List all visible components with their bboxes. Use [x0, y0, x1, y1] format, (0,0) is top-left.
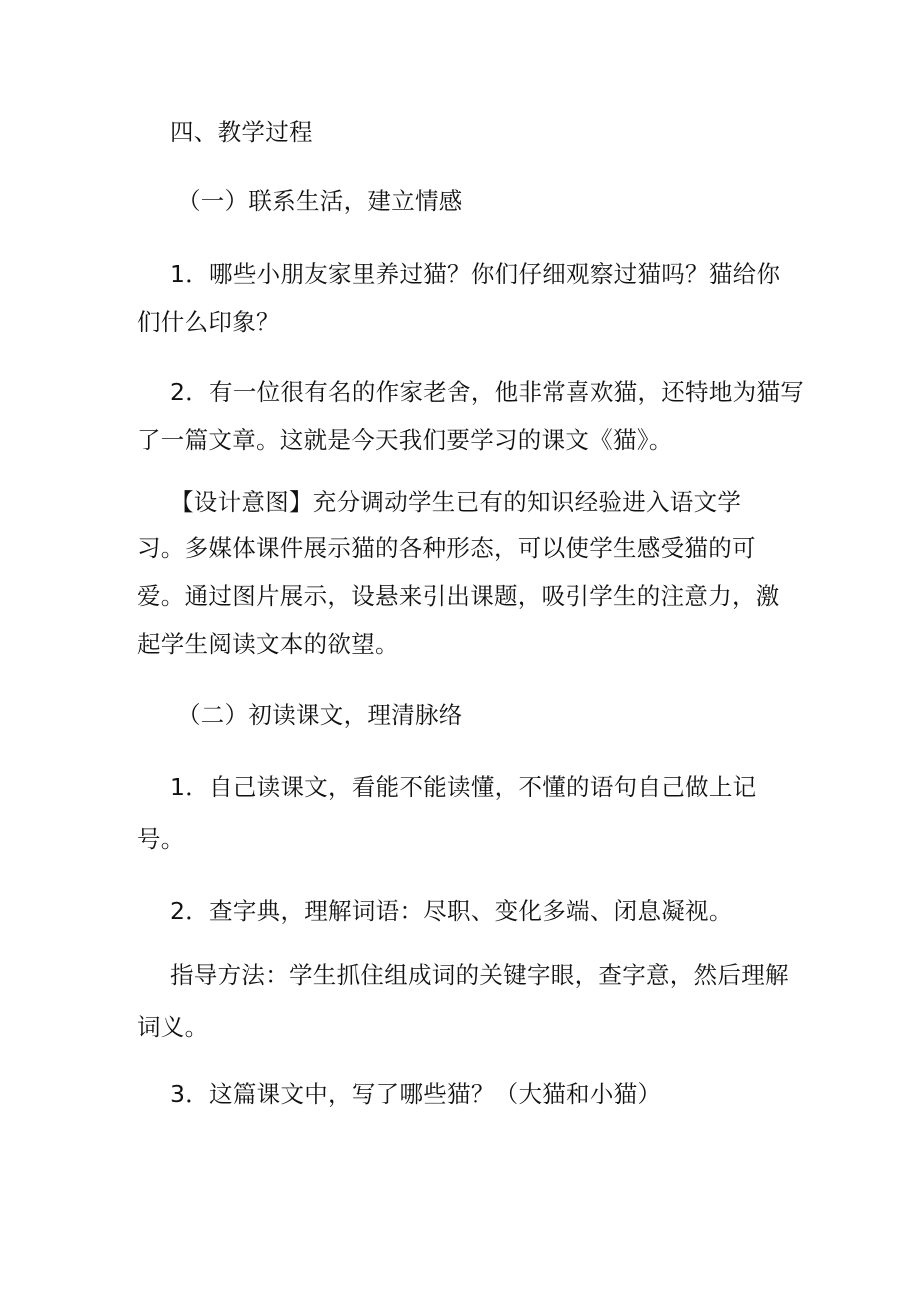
- design-intent-line2: 习。多媒体课件展示猫的各种形态，可以使学生感受猫的可: [137, 534, 756, 562]
- part1-item1-line1: 1．哪些小朋友家里养过猫？你们仔细观察过猫吗？猫给你: [170, 260, 781, 288]
- part1-item2-line2: 了一篇文章。这就是今天我们要学习的课文《猫》。: [137, 426, 673, 454]
- part2-heading: （二）初读课文，理清脉络: [177, 701, 463, 729]
- part2-item3: 3．这篇课文中，写了哪些猫？（大猫和小猫）: [170, 1080, 662, 1108]
- part1-heading: （一）联系生活，建立情感: [177, 187, 463, 215]
- part2-item1-line2: 号。: [137, 825, 185, 853]
- part2-item2: 2．查字典，理解词语：尽职、变化多端、闭息凝视。: [170, 897, 733, 925]
- design-intent-line1: 【设计意图】充分调动学生已有的知识经验进入语文学: [170, 488, 742, 516]
- part2-item1-line1: 1．自己读课文，看能不能读懂，不懂的语句自己做上记: [170, 773, 757, 801]
- section-heading: 四、教学过程: [170, 118, 313, 146]
- part1-item2-line1: 2．有一位很有名的作家老舍，他非常喜欢猫，还特地为猫写: [170, 378, 805, 406]
- method-line1: 指导方法：学生抓住组成词的关键字眼，查字意，然后理解: [170, 961, 789, 989]
- method-line2: 词义。: [137, 1013, 209, 1041]
- design-intent-line3: 爱。通过图片展示，设悬来引出课题，吸引学生的注意力，激: [137, 582, 780, 610]
- part1-item1-line2: 们什么印象？: [137, 308, 280, 336]
- design-intent-line4: 起学生阅读文本的欲望。: [137, 630, 399, 658]
